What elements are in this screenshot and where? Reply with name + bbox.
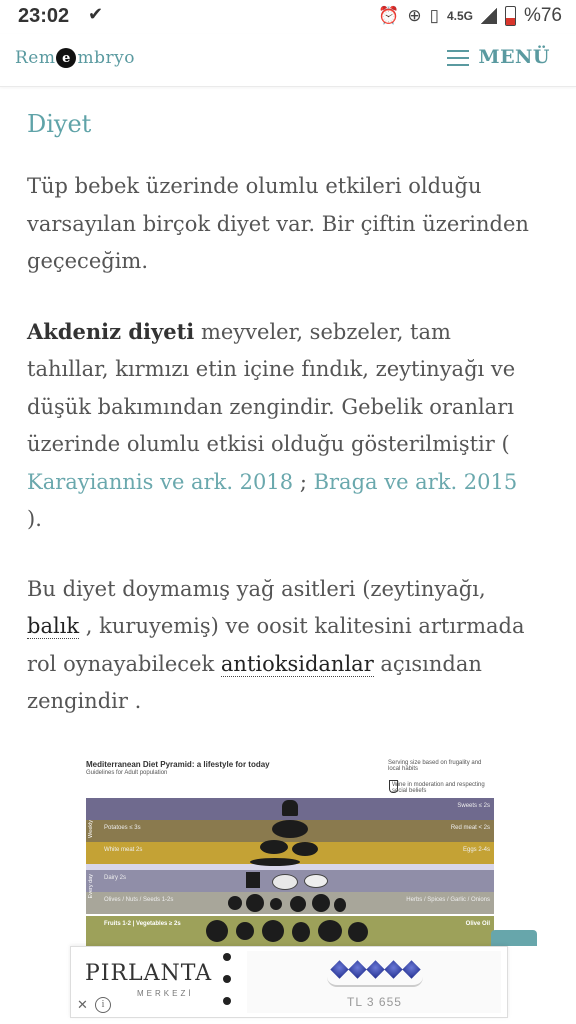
food-icon	[270, 898, 282, 910]
link-fish[interactable]: balık	[27, 614, 80, 638]
bold-term: Akdeniz diyeti	[27, 318, 195, 344]
paragraph-intro: Tüp bebek üzerinde olumlu etkileri olduğu varsayılan birçok diyet var. Bir çiftin üzerinden geçeceğim.	[27, 174, 529, 273]
side-tab[interactable]	[491, 930, 537, 946]
paragraph-text: meyveler, sebzeler, tam tahıllar, kırmızı etin içine fındık, zeytinyağı ve düşük bakımından zengindir. Gebelik oranları üzerinde olumlu etkisi olduğu gösterilmiştir (	[27, 319, 516, 456]
label-eggs: Eggs 2-4s	[462, 847, 490, 853]
gem-icon	[402, 960, 420, 978]
food-icon	[272, 874, 298, 890]
battery-percent: %76	[523, 5, 562, 26]
food-icon	[206, 920, 228, 942]
label-potatoes: Potatoes ≤ 3s	[104, 825, 141, 831]
label-sweets: Sweets ≤ 2s	[457, 803, 490, 809]
food-icon	[262, 920, 284, 942]
food-icon	[282, 800, 298, 816]
logo-e-mark: e	[56, 48, 76, 68]
food-icon	[334, 898, 346, 912]
gem-icon	[330, 960, 348, 978]
gem-icon	[366, 960, 384, 978]
ad-banner[interactable]	[70, 946, 508, 1018]
info-icon[interactable]: i	[95, 997, 111, 1013]
ad-brand-sub: MERKEZİ	[137, 989, 194, 998]
band-main-meal	[86, 916, 494, 946]
ad-product-image[interactable]	[247, 951, 501, 1013]
food-icon	[348, 922, 368, 942]
label-fruits: Fruits 1-2 | Vegetables ≥ 2s	[104, 921, 181, 927]
label-weekly: Weekly	[88, 820, 94, 838]
food-icon	[312, 894, 330, 912]
food-icon	[236, 922, 254, 940]
hamburger-icon	[447, 49, 469, 66]
download-done-icon: ✔	[88, 4, 104, 24]
logo-prefix: Rem	[15, 48, 56, 68]
article-content	[27, 110, 537, 753]
paragraph-end: ).	[27, 507, 42, 531]
network-label: 4.5G	[446, 9, 473, 23]
logo-suffix: mbryo	[77, 48, 135, 68]
label-olives: Olives / Nuts / Seeds 1-2s	[104, 897, 174, 903]
vibrate-icon: ▯	[429, 6, 439, 25]
label-herbs: Herbs / Spices / Garlic / Onions	[406, 897, 490, 903]
status-icons	[378, 5, 562, 27]
section-title: Diyet	[27, 110, 92, 138]
gem-icon	[348, 960, 366, 978]
status-bar	[0, 0, 576, 34]
label-red-meat: Red meat < 2s	[450, 825, 490, 831]
figure-note-wine: Wine in moderation and respecting social beliefs	[392, 782, 485, 794]
food-icon	[290, 896, 306, 912]
diet-pyramid-image[interactable]	[86, 756, 494, 946]
food-icon	[228, 896, 242, 910]
paragraph-text: , kuruyemiş) ve oosit kalitesini artırmada rol oynayabilecek	[27, 614, 525, 676]
close-icon[interactable]: ✕	[77, 997, 88, 1012]
paragraph-text: Bu diyet doymamış yağ asitleri (zeytinyağı,	[27, 576, 486, 601]
site-logo[interactable]	[15, 48, 135, 68]
ad-price: TL 3 655	[347, 995, 402, 1009]
figure-subtitle: Guidelines for Adult population	[86, 770, 168, 776]
food-icon	[318, 920, 342, 942]
food-icon	[260, 840, 288, 854]
status-time: 23:02	[18, 5, 70, 27]
link-antioxidants[interactable]: antioksidanlar	[220, 651, 374, 676]
citation-separator: ;	[293, 469, 314, 494]
ad-dots	[223, 953, 233, 1019]
site-header	[0, 34, 576, 87]
menu-button[interactable]	[447, 46, 550, 68]
food-icon	[272, 820, 308, 838]
paragraph-end: açısından zengindir .	[27, 651, 482, 713]
paragraph-mediterranean	[27, 313, 537, 539]
food-icon	[304, 874, 328, 888]
food-icon	[246, 894, 264, 912]
battery-icon	[505, 6, 516, 26]
menu-label: MENÜ	[478, 46, 550, 68]
citation-link-braga[interactable]: Braga ve ark. 2015	[313, 469, 518, 494]
ad-brand: PIRLANTA	[85, 961, 213, 986]
paragraph-fatty-acids	[27, 571, 537, 721]
figure-note-serving: Serving size based on frugality and local habits	[388, 760, 482, 772]
gem-icon	[384, 960, 402, 978]
food-icon	[292, 842, 318, 856]
label-white-meat: White meat 2s	[104, 847, 143, 853]
food-icon	[292, 922, 310, 942]
signal-icon	[481, 8, 497, 24]
food-icon	[246, 872, 260, 888]
alarm-icon: ⏰	[378, 6, 400, 25]
label-every-day: Every day	[88, 874, 94, 899]
figure-title: Mediterranean Diet Pyramid: a lifestyle for today	[86, 760, 270, 769]
citation-link-karayiannis[interactable]: Karayiannis ve ark. 2018	[27, 469, 294, 494]
label-olive-oil: Olive Oil	[465, 921, 490, 927]
data-saver-icon: ⊕	[407, 6, 422, 25]
label-dairy: Dairy 2s	[104, 875, 127, 881]
food-icon	[250, 858, 300, 866]
